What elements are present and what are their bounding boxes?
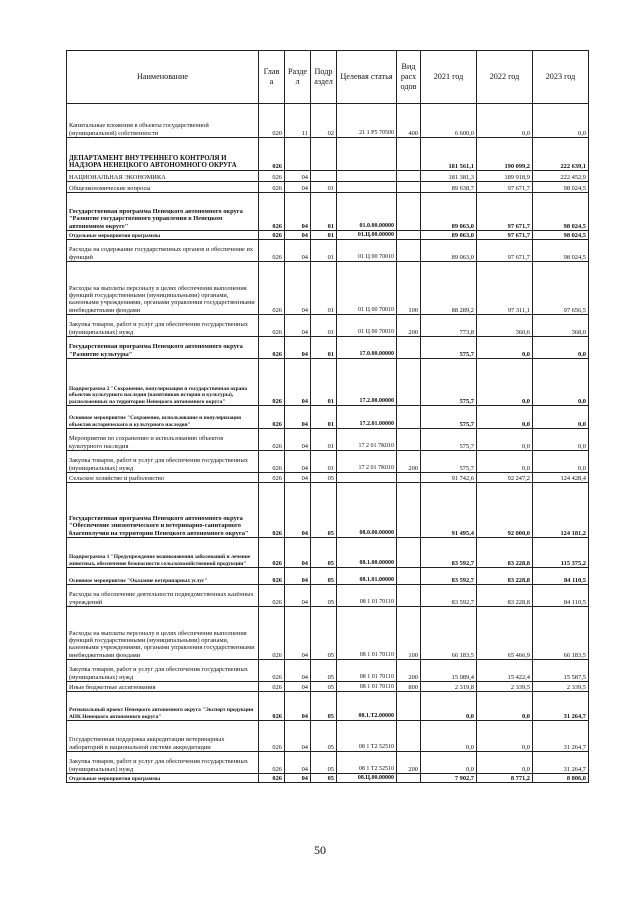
table-row	[67, 104, 589, 138]
row-2021: 575,7	[421, 359, 477, 406]
row-glava: 026	[259, 182, 285, 193]
row-target: 01.Ц.00.00000	[337, 231, 397, 240]
row-2021: 89 063,0	[421, 240, 477, 262]
table-row	[67, 607, 589, 660]
row-2022: 190 099,2	[477, 138, 533, 171]
row-2023: 84 110,5	[533, 568, 589, 585]
row-podrazdel: 01	[311, 406, 337, 429]
row-target: 08 1 01 70110	[337, 585, 397, 607]
table-row	[67, 568, 589, 585]
row-2021: 66 183,5	[421, 607, 477, 660]
row-vid: 200	[397, 752, 421, 774]
row-2021: 575,7	[421, 451, 477, 473]
row-name: Государственная поддержка аккредитации ветеринарных лабораторий в национальной системе аккредитации	[67, 721, 259, 752]
header-podrazdel: Подр аздел	[311, 51, 337, 104]
row-2023: 31 264,7	[533, 692, 589, 721]
table-header-row	[67, 51, 589, 104]
row-vid	[397, 337, 421, 359]
row-2022: 189 918,9	[477, 171, 533, 182]
row-glava: 026	[259, 193, 285, 231]
budget-table-page	[66, 50, 588, 783]
table-row	[67, 231, 589, 240]
header-glava: Глав а	[259, 51, 285, 104]
row-glava: 026	[259, 538, 285, 568]
row-vid	[397, 171, 421, 182]
row-name: Региональный проект Ненецкого автономного округа "Экспорт продукции АПК Ненецкого автономного округа"	[67, 692, 259, 721]
row-target: 01.0.00.00000	[337, 193, 397, 231]
row-2022: 0,0	[477, 406, 533, 429]
row-vid	[397, 231, 421, 240]
row-2021: 91 742,6	[421, 473, 477, 483]
row-2023: 31 264,7	[533, 752, 589, 774]
row-razdel: 04	[285, 774, 311, 783]
row-2021: 83 592,7	[421, 585, 477, 607]
row-2023: 0,0	[533, 451, 589, 473]
row-podrazdel: 05	[311, 568, 337, 585]
header-vid: Вид расх одов	[397, 51, 421, 104]
row-glava: 026	[259, 568, 285, 585]
table-row	[67, 182, 589, 193]
table-row	[67, 585, 589, 607]
row-2021: 0,0	[421, 692, 477, 721]
row-vid	[397, 359, 421, 406]
row-razdel: 04	[285, 359, 311, 406]
row-podrazdel: 05	[311, 585, 337, 607]
row-2021: 6 600,0	[421, 104, 477, 138]
row-podrazdel: 05	[311, 721, 337, 752]
row-vid	[397, 240, 421, 262]
row-2023: 84 110,5	[533, 585, 589, 607]
row-name: Расходы на обеспечение деятельности подведомственных казённых учреждений	[67, 585, 259, 607]
row-2022: 15 422,4	[477, 660, 533, 682]
row-2021: 89 063,0	[421, 231, 477, 240]
row-name: Общеэкономические вопросы	[67, 182, 259, 193]
row-glava: 026	[259, 406, 285, 429]
row-2021: 181 381,3	[421, 171, 477, 182]
row-2021: 15 089,4	[421, 660, 477, 682]
row-razdel: 04	[285, 231, 311, 240]
budget-table	[66, 50, 589, 783]
row-name: Основное мероприятие "Сохранение, использование и популяризация объектов исторического и культурного наследия"	[67, 406, 259, 429]
row-podrazdel: 01	[311, 262, 337, 315]
row-2021: 7 902,7	[421, 774, 477, 783]
table-row	[67, 451, 589, 473]
table-row	[67, 682, 589, 692]
row-name: Государственная программа Ненецкого автономного округа "Развитие культуры"	[67, 337, 259, 359]
row-vid: 400	[397, 104, 421, 138]
row-glava: 026	[259, 337, 285, 359]
row-name: Закупка товаров, работ и услуг для обеспечения государственных (муниципальных) нужд	[67, 660, 259, 682]
row-target: 17 2 01 7К010	[337, 429, 397, 451]
row-target: 08.1.Т2.00000	[337, 692, 397, 721]
row-razdel: 04	[285, 585, 311, 607]
row-target: 08.1.01.00000	[337, 568, 397, 585]
table-row	[67, 483, 589, 538]
row-razdel: 04	[285, 182, 311, 193]
row-podrazdel: 01	[311, 231, 337, 240]
row-2022: 83 228,8	[477, 585, 533, 607]
row-name: Государственная программа Ненецкого автономного округа "Обеспечение эпизоотического и ветеринарно-санитарного благополучия на территории Ненецкого автономного округа"	[67, 483, 259, 538]
row-podrazdel	[311, 138, 337, 171]
row-2021: 575,7	[421, 429, 477, 451]
row-podrazdel: 05	[311, 483, 337, 538]
row-glava: 026	[259, 315, 285, 337]
table-row	[67, 538, 589, 568]
row-podrazdel: 05	[311, 660, 337, 682]
row-2022: 0,0	[477, 359, 533, 406]
row-2021: 89 638,7	[421, 182, 477, 193]
table-row	[67, 337, 589, 359]
row-2022: 0,0	[477, 692, 533, 721]
row-2022: 65 466,9	[477, 607, 533, 660]
row-2021: 181 561,1	[421, 138, 477, 171]
row-2021: 89 063,0	[421, 193, 477, 231]
table-row	[67, 752, 589, 774]
row-vid	[397, 193, 421, 231]
row-target: 08 1 Т2 52510	[337, 752, 397, 774]
row-2021: 2 319,8	[421, 682, 477, 692]
row-2023: 0,0	[533, 429, 589, 451]
table-row	[67, 262, 589, 315]
row-vid: 200	[397, 315, 421, 337]
row-glava: 026	[259, 262, 285, 315]
row-2022: 360,6	[477, 315, 533, 337]
row-target	[337, 473, 397, 483]
row-2021: 0,0	[421, 752, 477, 774]
row-target: 01 Ц 00 70010	[337, 315, 397, 337]
row-name: Закупка товаров, работ и услуг для обеспечения государственных (муниципальных) нужд	[67, 451, 259, 473]
row-2022: 97 671,7	[477, 193, 533, 231]
row-target	[337, 171, 397, 182]
row-vid	[397, 721, 421, 752]
row-target	[337, 138, 397, 171]
row-podrazdel: 01	[311, 193, 337, 231]
row-target: 17 2 01 7К010	[337, 451, 397, 473]
table-row	[67, 359, 589, 406]
row-podrazdel: 05	[311, 692, 337, 721]
row-razdel: 11	[285, 104, 311, 138]
row-2023: 0,0	[533, 337, 589, 359]
row-podrazdel: 01	[311, 315, 337, 337]
table-row	[67, 473, 589, 483]
row-glava: 026	[259, 682, 285, 692]
row-glava: 026	[259, 660, 285, 682]
row-2023: 222 639,1	[533, 138, 589, 171]
table-row	[67, 193, 589, 231]
row-target: 21 1 P5 70500	[337, 104, 397, 138]
row-razdel: 04	[285, 721, 311, 752]
row-2023: 0,0	[533, 104, 589, 138]
row-glava: 026	[259, 585, 285, 607]
table-row	[67, 429, 589, 451]
row-razdel: 04	[285, 538, 311, 568]
row-razdel: 04	[285, 483, 311, 538]
row-podrazdel: 05	[311, 774, 337, 783]
row-vid: 100	[397, 607, 421, 660]
row-2022: 83 228,8	[477, 568, 533, 585]
row-razdel: 04	[285, 451, 311, 473]
row-razdel: 04	[285, 337, 311, 359]
row-2021: 575,7	[421, 406, 477, 429]
row-target: 01 Ц 00 70010	[337, 240, 397, 262]
row-name: Основное мероприятие "Оказание ветеринарных услуг"	[67, 568, 259, 585]
row-target: 08 1 Т2 52510	[337, 721, 397, 752]
row-glava: 026	[259, 774, 285, 783]
row-name: Иные бюджетные ассигнования	[67, 682, 259, 692]
row-2023: 0,0	[533, 359, 589, 406]
row-podrazdel: 05	[311, 607, 337, 660]
table-row	[67, 660, 589, 682]
row-2022: 8 771,2	[477, 774, 533, 783]
row-razdel: 04	[285, 473, 311, 483]
row-podrazdel: 01	[311, 240, 337, 262]
row-target: 08 1 01 70110	[337, 682, 397, 692]
row-razdel: 04	[285, 682, 311, 692]
row-razdel	[285, 138, 311, 171]
row-2022: 97 671,7	[477, 182, 533, 193]
row-vid	[397, 138, 421, 171]
row-glava: 026	[259, 451, 285, 473]
row-vid	[397, 406, 421, 429]
row-podrazdel: 01	[311, 337, 337, 359]
row-vid	[397, 182, 421, 193]
row-podrazdel: 01	[311, 359, 337, 406]
row-name: НАЦИОНАЛЬНАЯ ЭКОНОМИКА	[67, 171, 259, 182]
row-2023: 222 452,9	[533, 171, 589, 182]
header-razdel: Разде л	[285, 51, 311, 104]
row-target: 01 Ц 00 70010	[337, 262, 397, 315]
header-2022: 2022 год	[477, 51, 533, 104]
header-target: Целевая статья	[337, 51, 397, 104]
row-glava: 026	[259, 240, 285, 262]
row-razdel: 04	[285, 692, 311, 721]
row-name: Закупка товаров, работ и услуг для обеспечения государственных (муниципальных) нужд	[67, 752, 259, 774]
row-name: Государственная программа Ненецкого автономного округа "Развитие государственного управления в Ненецком автономном округе"	[67, 193, 259, 231]
row-target: 08 1 01 70110	[337, 660, 397, 682]
row-vid: 200	[397, 451, 421, 473]
row-2022: 0,0	[477, 104, 533, 138]
row-2021: 91 495,4	[421, 483, 477, 538]
row-vid	[397, 692, 421, 721]
row-2022: 0,0	[477, 337, 533, 359]
row-2022: 97 311,1	[477, 262, 533, 315]
row-2022: 97 671,7	[477, 231, 533, 240]
row-target: 08.Ц.00.00000	[337, 774, 397, 783]
row-2022: 2 339,5	[477, 682, 533, 692]
row-target: 08.1.00.00000	[337, 538, 397, 568]
row-2023: 66 183,5	[533, 607, 589, 660]
row-glava: 026	[259, 359, 285, 406]
row-podrazdel: 01	[311, 451, 337, 473]
row-razdel: 04	[285, 171, 311, 182]
row-podrazdel: 05	[311, 682, 337, 692]
row-2023: 115 375,2	[533, 538, 589, 568]
row-vid	[397, 585, 421, 607]
table-row	[67, 406, 589, 429]
row-2023: 98 024,5	[533, 231, 589, 240]
row-vid	[397, 483, 421, 538]
row-razdel: 04	[285, 429, 311, 451]
row-vid	[397, 538, 421, 568]
row-glava: 026	[259, 231, 285, 240]
row-name: ДЕПАРТАМЕНТ ВНУТРЕННЕГО КОНТРОЛЯ И НАДЗОРА НЕНЕЦКОГО АВТОНОМНОГО ОКРУГА	[67, 138, 259, 171]
row-podrazdel: 05	[311, 473, 337, 483]
row-2021: 773,8	[421, 315, 477, 337]
header-name: Наименование	[67, 51, 259, 104]
row-name: Мероприятия по сохранению и использованию объектов культурного наследия	[67, 429, 259, 451]
row-vid	[397, 568, 421, 585]
row-name: Закупка товаров, работ и услуг для обеспечения государственных (муниципальных) нужд	[67, 315, 259, 337]
row-vid: 200	[397, 660, 421, 682]
row-glava: 026	[259, 692, 285, 721]
row-2022: 92 247,2	[477, 473, 533, 483]
row-name: Подпрограмма 1 "Предупреждение возникновения заболеваний и лечение животных, обеспечение безопасности сельскохозяйственной продукции"	[67, 538, 259, 568]
row-glava: 026	[259, 483, 285, 538]
row-2023: 8 806,0	[533, 774, 589, 783]
row-glava: 020	[259, 104, 285, 138]
row-2023: 98 024,5	[533, 240, 589, 262]
row-2023: 98 024,5	[533, 193, 589, 231]
row-glava: 026	[259, 138, 285, 171]
row-name: Капитальные вложения в объекты государственной (муниципальной) собственности	[67, 104, 259, 138]
row-razdel: 04	[285, 193, 311, 231]
row-razdel: 04	[285, 568, 311, 585]
row-razdel: 04	[285, 406, 311, 429]
row-podrazdel	[311, 171, 337, 182]
row-glava: 026	[259, 607, 285, 660]
row-2022: 0,0	[477, 752, 533, 774]
row-2023: 15 587,5	[533, 660, 589, 682]
row-2023: 2 339,5	[533, 682, 589, 692]
row-2022: 83 228,8	[477, 538, 533, 568]
row-glava: 026	[259, 171, 285, 182]
row-vid	[397, 473, 421, 483]
row-vid: 100	[397, 262, 421, 315]
row-2023: 31 264,7	[533, 721, 589, 752]
row-name: Отдельные мероприятия программы	[67, 231, 259, 240]
row-razdel: 04	[285, 607, 311, 660]
row-razdel: 04	[285, 262, 311, 315]
row-podrazdel: 05	[311, 538, 337, 568]
row-2022: 0,0	[477, 429, 533, 451]
row-2022: 0,0	[477, 451, 533, 473]
row-glava: 026	[259, 752, 285, 774]
row-name: Отдельные мероприятия программы	[67, 774, 259, 783]
table-row	[67, 315, 589, 337]
row-2021: 83 592,7	[421, 538, 477, 568]
row-2021: 83 592,7	[421, 568, 477, 585]
row-vid: 800	[397, 682, 421, 692]
row-2023: 98 024,5	[533, 182, 589, 193]
row-razdel: 04	[285, 752, 311, 774]
row-target: 08 1 01 70110	[337, 607, 397, 660]
row-vid	[397, 774, 421, 783]
row-name: Расходы на выплаты персоналу в целях обеспечения выполнения функций государственными (муниципальными) органами, казенными учреждениями, органами управления государственными внебюджетными фондами	[67, 607, 259, 660]
row-podrazdel: 05	[311, 752, 337, 774]
row-2023: 124 181,2	[533, 483, 589, 538]
row-name: Подпрограмма 2 "Сохранение, популяризация и государственная охрана объектов культурного наследия (памятников истории и культуры), расположенных на территории Ненецкого автономного округа"	[67, 359, 259, 406]
row-podrazdel: 02	[311, 104, 337, 138]
table-row	[67, 138, 589, 171]
table-row	[67, 692, 589, 721]
row-razdel: 04	[285, 315, 311, 337]
row-target	[337, 182, 397, 193]
table-row	[67, 171, 589, 182]
row-name: Расходы на выплаты персоналу в целях обеспечения выполнения функций государственными (муниципальными) органами, казенными учреждениями, органами управления государственными внебюджетными фондами	[67, 262, 259, 315]
row-glava: 026	[259, 473, 285, 483]
row-2022: 92 000,0	[477, 483, 533, 538]
row-vid	[397, 429, 421, 451]
row-2023: 0,0	[533, 406, 589, 429]
row-razdel: 04	[285, 660, 311, 682]
header-2021: 2021 год	[421, 51, 477, 104]
row-target: 08.0.00.00000	[337, 483, 397, 538]
row-razdel: 04	[285, 240, 311, 262]
row-target: 17.2.01.00000	[337, 406, 397, 429]
header-2023: 2023 год	[533, 51, 589, 104]
row-name: Расходы на содержание государственных органов и обеспечение их функций	[67, 240, 259, 262]
row-2022: 0,0	[477, 721, 533, 752]
row-2021: 0,0	[421, 721, 477, 752]
table-row	[67, 240, 589, 262]
row-glava: 026	[259, 721, 285, 752]
row-podrazdel: 01	[311, 429, 337, 451]
row-2023: 368,0	[533, 315, 589, 337]
row-podrazdel: 01	[311, 182, 337, 193]
row-2021: 575,7	[421, 337, 477, 359]
row-2021: 88 289,2	[421, 262, 477, 315]
row-glava: 026	[259, 429, 285, 451]
row-name: Сельское хозяйство и рыболовство	[67, 473, 259, 483]
row-2022: 97 671,7	[477, 240, 533, 262]
page-number: 50	[314, 843, 326, 857]
row-2023: 124 428,4	[533, 473, 589, 483]
table-row	[67, 774, 589, 783]
row-2023: 97 656,5	[533, 262, 589, 315]
table-row	[67, 721, 589, 752]
row-target: 17.2.00.00000	[337, 359, 397, 406]
row-target: 17.0.00.00000	[337, 337, 397, 359]
